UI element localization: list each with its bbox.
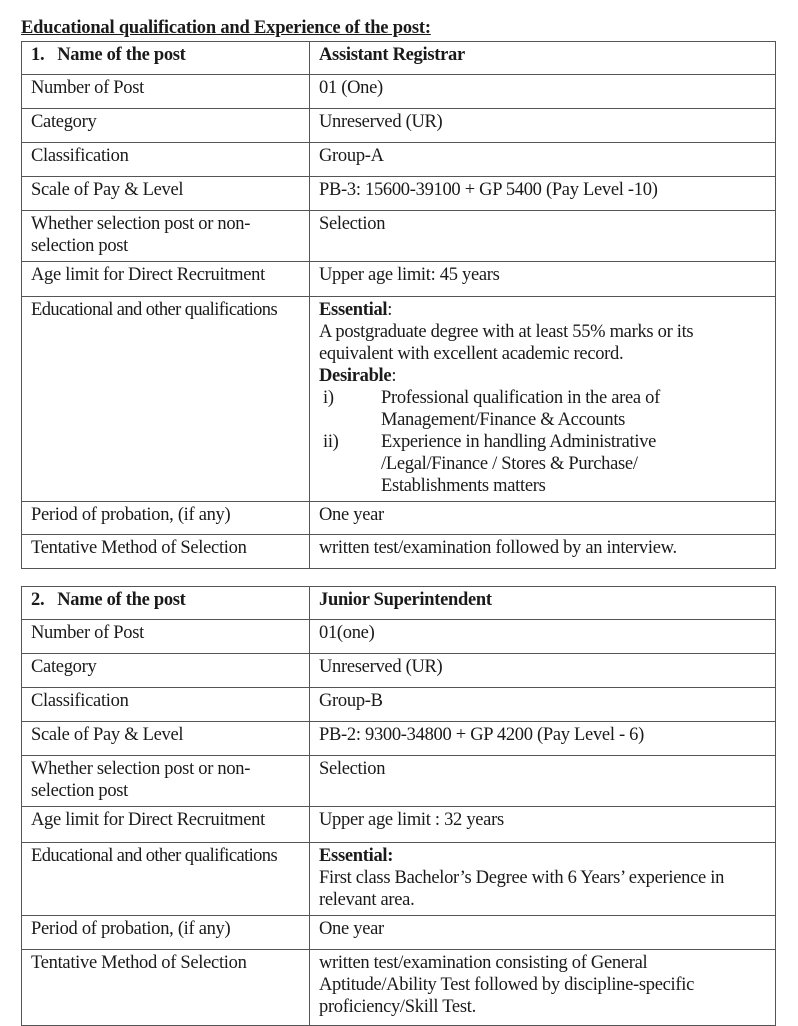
essential-label: Essential: (319, 846, 394, 866)
qualifications-value (310, 843, 776, 916)
essential-label: Essential (319, 300, 388, 320)
classification-value: Group-A (310, 143, 776, 177)
desirable-label: Desirable (319, 366, 392, 386)
desirable-suffix: : (391, 366, 397, 386)
table-row-probation (22, 916, 776, 950)
desirable-item-text: Experience in handling Administrative /Legal/Finance / Stores & Purchase/ Establishments matters (381, 432, 657, 496)
post-name-label: 2. Name of the post (22, 587, 310, 620)
selection-method-value: written test/examination followed by an interview. (310, 535, 776, 569)
classification-label: Classification (22, 688, 310, 722)
category-value: Unreserved (UR) (310, 109, 776, 143)
number-of-post-value: 01(one) (310, 620, 776, 654)
table-row-number-of-post (22, 75, 776, 109)
table-row-qualifications (22, 843, 776, 916)
qualifications-label: Educational and other qualifications (22, 843, 310, 916)
selection-method-value: written test/examination consisting of General Aptitude/Ability Test followed by discipline-specific proficiency/Skill Test. (310, 950, 776, 1026)
post-name-value: Junior Superintendent (310, 587, 776, 620)
table-row-post-name (22, 42, 776, 75)
post-name-label: 1. Name of the post (22, 42, 310, 75)
age-limit-label: Age limit for Direct Recruitment (22, 807, 310, 843)
table-row-number-of-post (22, 620, 776, 654)
desirable-heading (319, 365, 767, 387)
scale-of-pay-value: PB-2: 9300-34800 + GP 4200 (Pay Level - 6) (310, 722, 776, 756)
category-label: Category (22, 654, 310, 688)
essential-suffix: : (387, 300, 393, 320)
scale-of-pay-value: PB-3: 15600-39100 + GP 5400 (Pay Level -10) (310, 177, 776, 211)
essential-heading (319, 299, 767, 321)
age-limit-value: Upper age limit : 32 years (310, 807, 776, 843)
classification-label: Classification (22, 143, 310, 177)
table-row-category (22, 109, 776, 143)
post-table-1 (21, 41, 776, 569)
table-row-scale-of-pay (22, 177, 776, 211)
category-label: Category (22, 109, 310, 143)
selection-post-label: Whether selection post or non-selection post (22, 756, 310, 807)
table-row-selection-method (22, 950, 776, 1026)
age-limit-value: Upper age limit: 45 years (310, 262, 776, 297)
scale-of-pay-label: Scale of Pay & Level (22, 177, 310, 211)
table-row-scale-of-pay (22, 722, 776, 756)
table-row-qualifications (22, 297, 776, 502)
selection-method-label: Tentative Method of Selection (22, 950, 310, 1026)
table-row-classification (22, 143, 776, 177)
essential-text: First class Bachelor’s Degree with 6 Years’ experience in relevant area. (319, 868, 725, 910)
table-row-selection-post (22, 756, 776, 807)
table-row-age-limit (22, 807, 776, 843)
selection-method-label: Tentative Method of Selection (22, 535, 310, 569)
table-row-age-limit (22, 262, 776, 297)
classification-value: Group-B (310, 688, 776, 722)
number-of-post-label: Number of Post (22, 620, 310, 654)
selection-post-label: Whether selection post or non-selection post (22, 211, 310, 262)
table-row-post-name (22, 587, 776, 620)
scale-of-pay-label: Scale of Pay & Level (22, 722, 310, 756)
table-row-selection-post (22, 211, 776, 262)
probation-label: Period of probation, (if any) (22, 916, 310, 950)
page-heading: Educational qualification and Experience of the post: (21, 18, 431, 38)
table-row-classification (22, 688, 776, 722)
category-value: Unreserved (UR) (310, 654, 776, 688)
table-row-category (22, 654, 776, 688)
qualifications-label: Educational and other qualifications (22, 297, 310, 502)
desirable-item-number: ii) (323, 432, 339, 452)
selection-post-value: Selection (310, 211, 776, 262)
number-of-post-label: Number of Post (22, 75, 310, 109)
probation-value: One year (310, 502, 776, 535)
post-table-2 (21, 586, 776, 1026)
desirable-item (319, 387, 767, 431)
age-limit-label: Age limit for Direct Recruitment (22, 262, 310, 297)
probation-value: One year (310, 916, 776, 950)
number-of-post-value: 01 (One) (310, 75, 776, 109)
desirable-item-text: Professional qualification in the area of Management/Finance & Accounts (381, 388, 660, 430)
post-name-value: Assistant Registrar (310, 42, 776, 75)
probation-label: Period of probation, (if any) (22, 502, 310, 535)
table-row-probation (22, 502, 776, 535)
desirable-item (319, 431, 767, 497)
qualifications-value (310, 297, 776, 502)
table-row-selection-method (22, 535, 776, 569)
selection-post-value: Selection (310, 756, 776, 807)
desirable-item-number: i) (323, 388, 334, 408)
essential-text: A postgraduate degree with at least 55% marks or its equivalent with excellent academic record. (319, 322, 694, 364)
desirable-list (319, 387, 767, 497)
